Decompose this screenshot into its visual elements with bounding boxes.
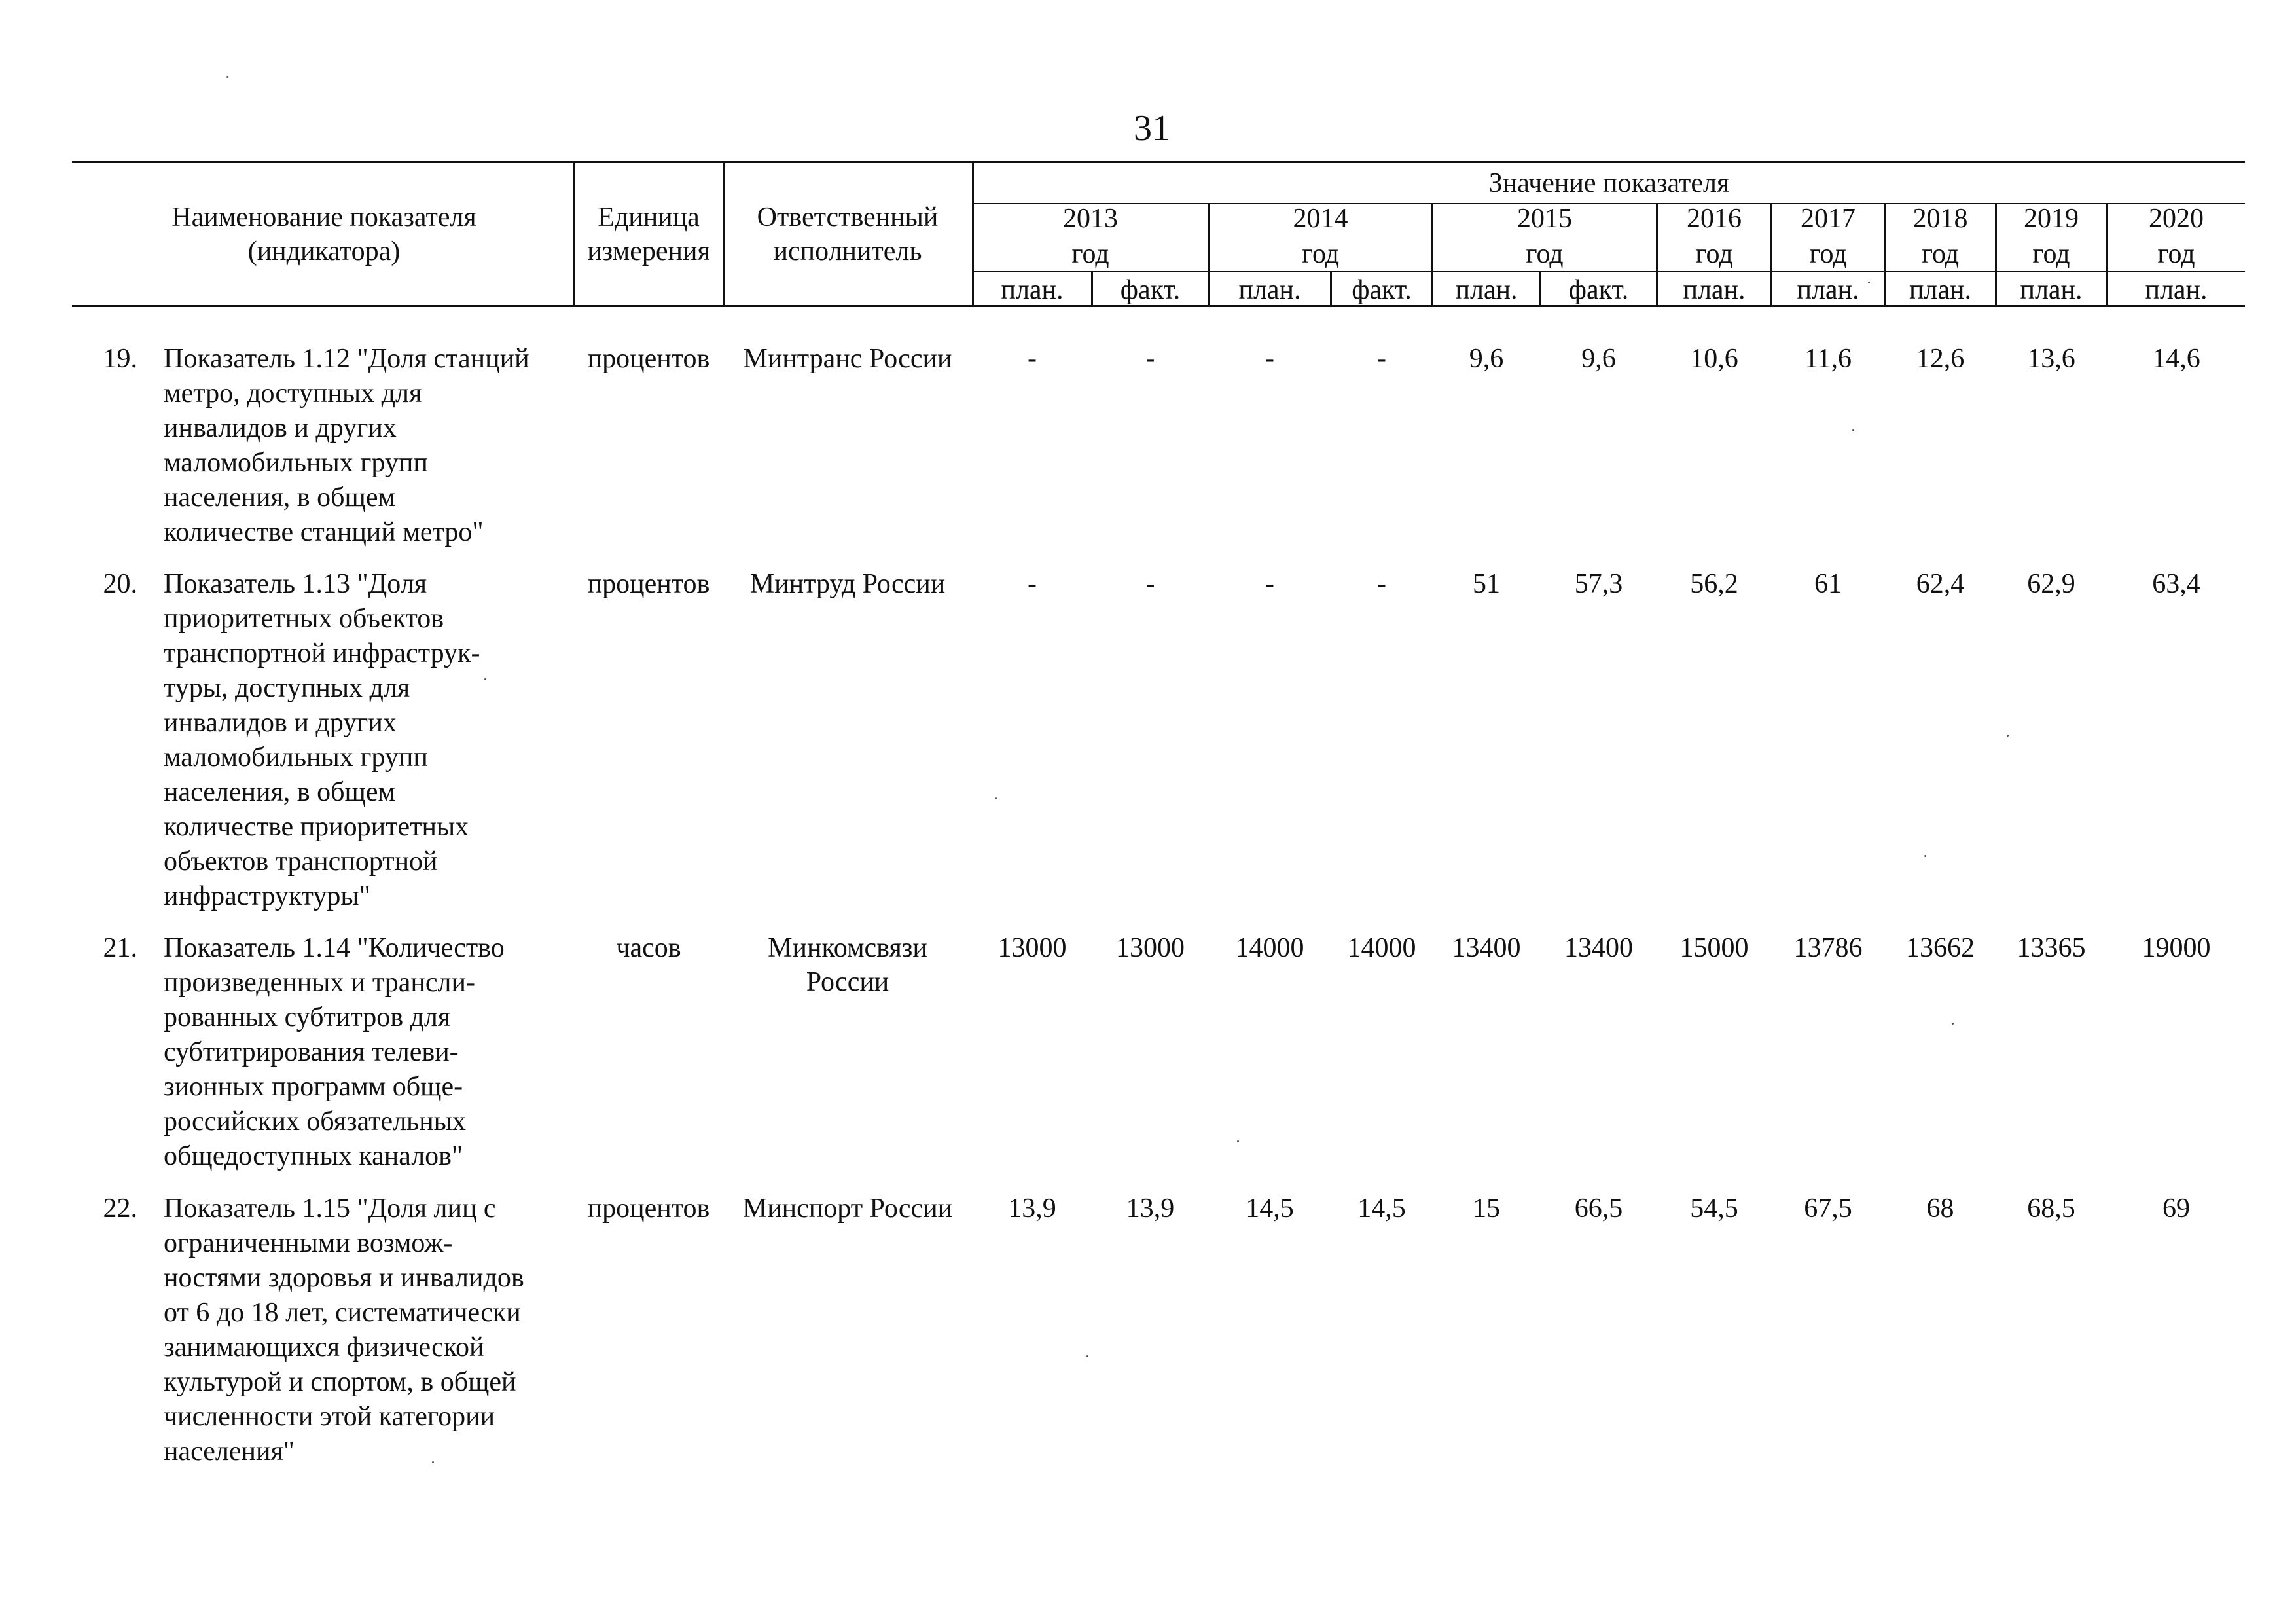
value-2015-fact: 57,3 [1574, 569, 1623, 599]
header-year-suffix: год [2032, 239, 2070, 269]
header-year-suffix: год [1526, 239, 1564, 269]
unit: процентов [587, 569, 710, 599]
header-year-2019: 2019 [2024, 204, 2079, 234]
indicator-name: Показатель 1.13 "Доля приоритетных объектов транспортной инфраструк- туры, доступных для инвалидов и других маломобильных групп населения, в общем количестве приоритетных объектов транспортной инфраструктуры" [164, 569, 480, 911]
unit: процентов [587, 344, 710, 374]
header-year-suffix: год [1695, 239, 1733, 269]
indicator-name: Показатель 1.15 "Доля лиц с ограниченными возмож- ностями здоровья и инвалидов от 6 до 18 лет, систематически занимающихся физической культурой и спортом, в общей численности этой категории населения" [164, 1194, 524, 1467]
value-2019-plan: 13,6 [2027, 344, 2075, 374]
value-2019-plan: 13365 [2017, 933, 2086, 963]
header-year-suffix: год [2157, 239, 2195, 269]
row-number: 21. [103, 933, 137, 963]
value-2016-plan: 54,5 [1690, 1194, 1738, 1224]
header-year-2020: 2020 [2149, 204, 2204, 234]
page-number: 31 [1134, 108, 1170, 149]
value-2015-plan: 51 [1473, 569, 1500, 599]
unit: процентов [587, 1194, 710, 1224]
indicator-name: Показатель 1.12 "Доля станций метро, доступных для инвалидов и других маломобильных групп населения, в общем количестве станций метро" [164, 344, 529, 547]
subheader-plan: план. [2145, 275, 2208, 305]
value-2018-plan: 13662 [1906, 933, 1975, 963]
header-unit: Единица измерения [587, 202, 710, 266]
value-2017-plan: 13786 [1793, 933, 1863, 963]
value-2020-plan: 69 [2162, 1194, 2190, 1224]
value-2018-plan: 12,6 [1916, 344, 1965, 374]
value-2014-fact: - [1377, 344, 1386, 374]
subheader-plan: план. [1238, 275, 1301, 305]
header-year-suffix: год [1301, 239, 1340, 269]
value-2013-plan: - [1028, 569, 1037, 599]
value-2013-fact: 13000 [1116, 933, 1185, 963]
executor: Минтруд России [749, 569, 946, 599]
subheader-fact: факт. [1120, 275, 1181, 305]
value-2020-plan: 19000 [2142, 933, 2211, 963]
value-2014-fact: 14,5 [1357, 1194, 1406, 1224]
value-2015-fact: 9,6 [1581, 344, 1616, 374]
value-2015-plan: 15 [1473, 1194, 1500, 1224]
header-value-group: Значение показателя [1488, 168, 1730, 198]
header-executor: Ответственный исполнитель [757, 202, 939, 266]
subheader-plan: план. [2020, 275, 2083, 305]
value-2016-plan: 10,6 [1690, 344, 1738, 374]
header-year-2015: 2015 [1517, 204, 1572, 234]
subheader-fact: факт. [1352, 275, 1412, 305]
value-2013-fact: - [1145, 569, 1155, 599]
row-number: 20. [103, 569, 137, 599]
executor: Минспорт России [742, 1194, 953, 1224]
value-2018-plan: 68 [1926, 1194, 1954, 1224]
value-2019-plan: 62,9 [2027, 569, 2075, 599]
row-number: 22. [103, 1194, 137, 1224]
value-2017-plan: 11,6 [1804, 344, 1852, 374]
value-2013-fact: 13,9 [1126, 1194, 1175, 1224]
value-2014-fact: 14000 [1347, 933, 1416, 963]
subheader-plan: план. [1683, 275, 1746, 305]
value-2014-plan: - [1265, 569, 1274, 599]
value-2016-plan: 15000 [1679, 933, 1749, 963]
value-2019-plan: 68,5 [2027, 1194, 2075, 1224]
header-year-suffix: год [1071, 239, 1109, 269]
subheader-plan: план. [1001, 275, 1064, 305]
value-2018-plan: 62,4 [1916, 569, 1965, 599]
value-2014-plan: 14,5 [1246, 1194, 1294, 1224]
row-number: 19. [103, 344, 137, 374]
header-year-suffix: год [1809, 239, 1847, 269]
header-year-2017: 2017 [1801, 204, 1856, 234]
header-year-2014: 2014 [1293, 204, 1348, 234]
value-2014-plan: - [1265, 344, 1274, 374]
value-2014-plan: 14000 [1235, 933, 1304, 963]
value-2017-plan: 67,5 [1804, 1194, 1852, 1224]
value-2015-fact: 13400 [1564, 933, 1633, 963]
value-2015-plan: 9,6 [1469, 344, 1504, 374]
value-2016-plan: 56,2 [1690, 569, 1738, 599]
value-2020-plan: 14,6 [2152, 344, 2200, 374]
subheader-plan: план. [1797, 275, 1859, 305]
value-2015-plan: 13400 [1452, 933, 1521, 963]
value-2013-plan: 13000 [997, 933, 1067, 963]
value-2013-fact: - [1145, 344, 1155, 374]
value-2013-plan: - [1028, 344, 1037, 374]
value-2014-fact: - [1377, 569, 1386, 599]
header-year-2018: 2018 [1912, 204, 1968, 234]
value-2015-fact: 66,5 [1574, 1194, 1623, 1224]
subheader-plan: план. [1909, 275, 1972, 305]
value-2013-plan: 13,9 [1008, 1194, 1056, 1224]
header-indicator-name: Наименование показателя (индикатора) [171, 202, 476, 266]
executor: Минтранс России [743, 344, 952, 374]
value-2020-plan: 63,4 [2152, 569, 2200, 599]
header-year-2016: 2016 [1687, 204, 1742, 234]
indicator-name: Показатель 1.14 "Количество произведенных и трансли- рованных субтитров для субтитрирования телеви- зионных программ обще- российских обязательных общедоступных каналов" [164, 933, 505, 1171]
executor: Минкомсвязи России [768, 933, 927, 997]
value-2017-plan: 61 [1814, 569, 1842, 599]
header-year-suffix: год [1921, 239, 1960, 269]
subheader-plan: план. [1455, 275, 1518, 305]
subheader-fact: факт. [1568, 275, 1629, 305]
header-year-2013: 2013 [1063, 204, 1118, 234]
unit: часов [616, 933, 681, 963]
